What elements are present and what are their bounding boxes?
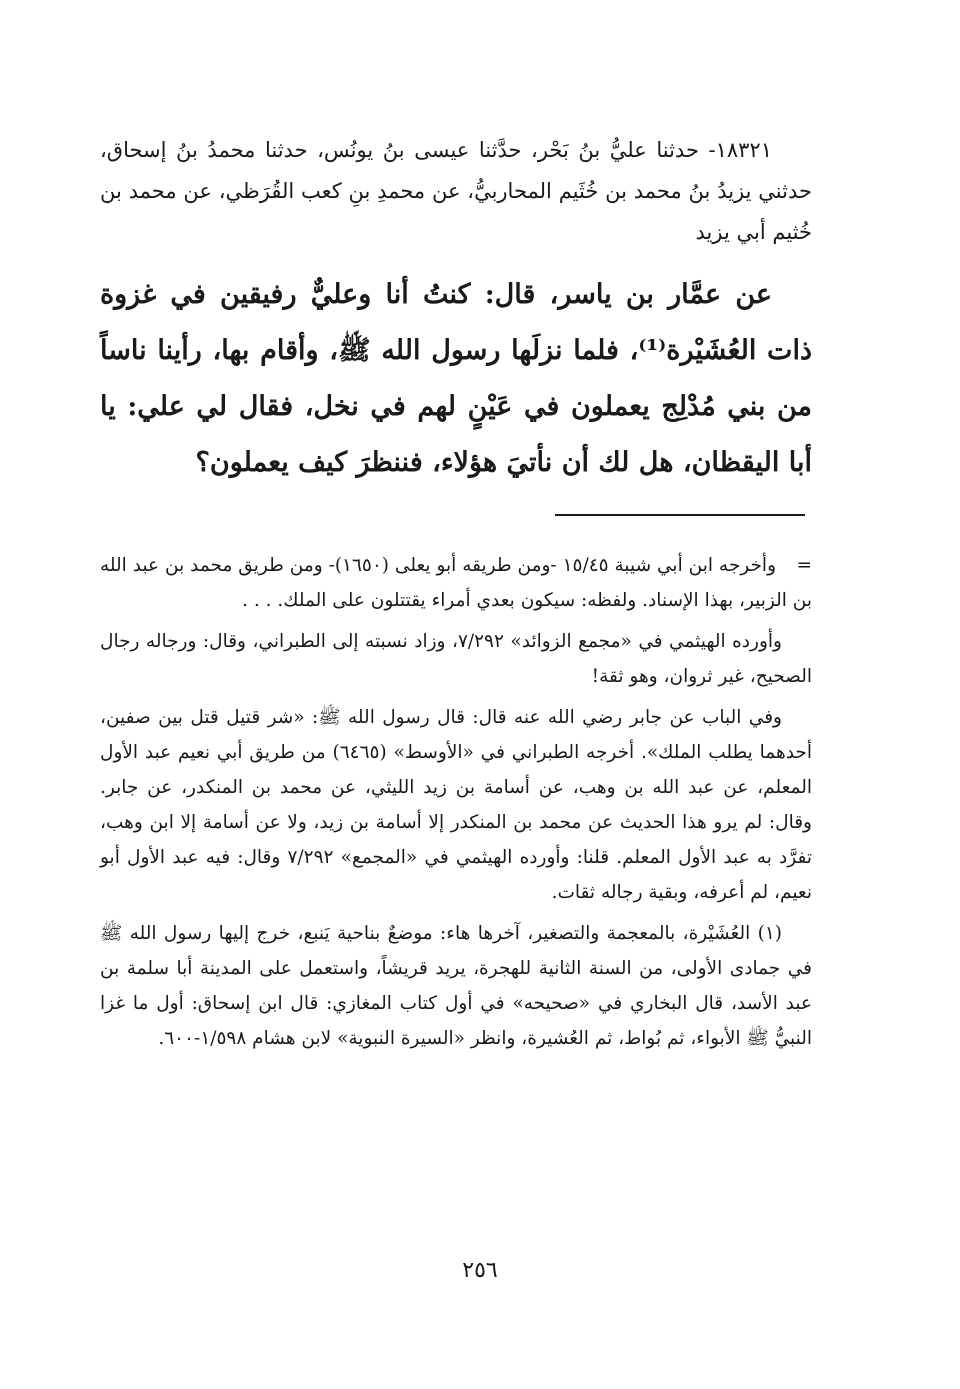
hadith-matn: عن عمَّار بن ياسر، قال: كنتُ أنا وعليٌّ رفيقين في غزوة ذات العُشَيْرة⁽¹⁾، فلما نزلَها رسول الله ﷺ، وأقام بها، رأينا ناساً من بني مُدْلِج يعملون في عَيْنٍ لهم في نخل، فقال لي علي: يا أبا اليقظان، هل لك أن نأتيَ هؤلاء، فننظرَ كيف يعملون؟ bbox=[100, 279, 813, 478]
footnote-paragraph bbox=[100, 548, 812, 618]
footnote-paragraph: (١) العُشَيْرة، بالمعجمة والتصغير، آخرها هاء: موضعٌ بناحية يَنبع، خرج إليها رسول الله ﷺ في جمادى الأولى، من السنة الثانية للهجرة، يريد قريشاً، واستعمل على المدينة أبا سلمة بن عبد الأسد، قال البخاري في «صحيحه» في أول كتاب المغازي: قال ابن إسحاق: أول ما غزا النبيُّ ﷺ الأبواء، ثم بُواط، ثم العُشيرة، وانظر «السيرة النبوية» لابن هشام ١/٥٩٨-٦٠٠. bbox=[100, 923, 813, 1049]
footnote-paragraph: وأورده الهيثمي في «مجمع الزوائد» ٧/٢٩٢، وزاد نسبته إلى الطبراني، وقال: ورجاله رجال الصحيح، غير ثروان، وهو ثقة! bbox=[100, 631, 812, 687]
footnote-text: وأخرجه ابن أبي شيبة ١٥/٤٥ -ومن طريقه أبو يعلى (١٦٥٠)- ومن طريق محمد بن عبد الله بن الزبير، بهذا الإسناد. ولفظه: سيكون بعدي أمراء يقتتلون على الملك. . . . bbox=[100, 555, 812, 611]
footnotes bbox=[100, 548, 812, 1062]
continuation-mark: = bbox=[796, 555, 812, 576]
footnote-divider bbox=[555, 514, 805, 516]
page-number: ٢٥٦ bbox=[462, 1258, 498, 1283]
footnote-paragraph: وفي الباب عن جابر رضي الله عنه قال: قال رسول الله ﷺ: «شر قتيل قتل بين صفين، أحدهما يطلب الملك». أخرجه الطبراني في «الأوسط» (٦٤٦٥) من طريق أبي نعيم عبد الأول المعلم، عن عبد الله بن وهب، عن أسامة بن زيد الليثي، عن محمد بن المنكدر، عن جابر. وقال: لم يرو هذا الحديث عن محمد بن المنكدر إلا أسامة بن زيد، ولا عن أسامة إلا ابن وهب، تفرَّد به عبد الأول المعلم. قلنا: وأورده الهيثمي في «المجمع» ٧/٢٩٢ وقال: فيه عبد الأول أبو نعيم، لم أعرفه، وبقية رجاله ثقات. bbox=[100, 707, 813, 903]
hadith-isnad: ١٨٣٢١- حدثنا عليُّ بنُ بَحْر، حدَّثنا عيسى بنُ يونُس، حدثنا محمدُ بنُ إسحاق، حدثني يزيدُ بنُ محمد بن خُثَيم المحاربيُّ، عن محمدِ بنِ كعب القُرَظي، عن محمد بن خُثيم أبي يزيد bbox=[100, 138, 812, 244]
main-text bbox=[100, 130, 812, 491]
